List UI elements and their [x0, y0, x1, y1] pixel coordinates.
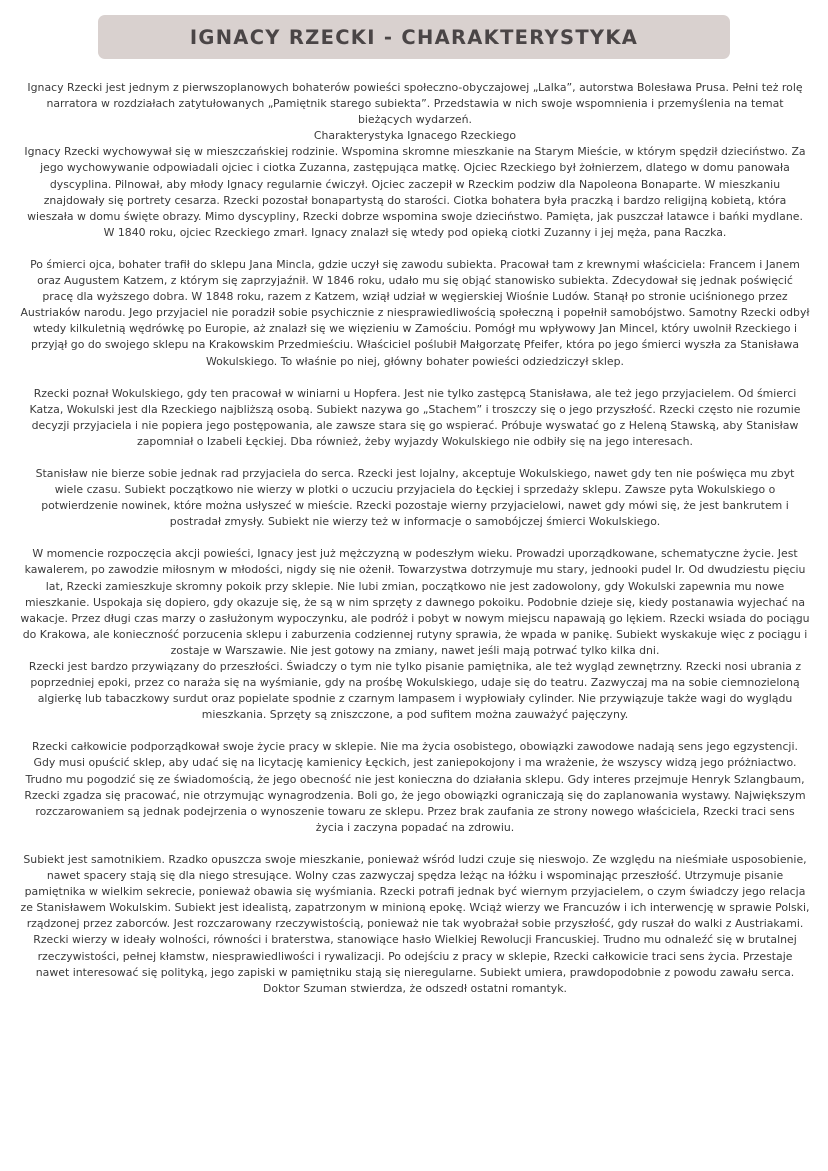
paragraph-personality: Subiekt jest samotnikiem. Rzadko opuszcza swoje mieszkanie, ponieważ wśród ludzi czuje się nieswojo. Ze względu na nieśmiałe usposobienie, nawet spacery stają się dla niego stresujące. Wolny czas zazwyczaj spędza leżąc na łóżku i wspominając przeszłość. Utrzymuje pisanie pamiętnika w wielkim sekrecie, ponieważ obawia się wyśmiania. Rzecki potrafi jednak być wiernym przyjacielem, o czym świadczy jego relacja ze Stanisławem Wokulskim. Subiekt jest idealistą, zapatrzonym w minioną epokę. Wciąż wierzy we Francuzów i ich interwencję w sprawie Polski, rządzonej przez zaborców. Jest rozczarowany rzeczywistością, ponieważ nie tak wyobrażał sobie przyszłość, gdy ruszał do walki z Austriakami. Rzecki wierzy w ideały wolności, równości i braterstwa, stanowiące hasło Wielkiej Rewolucji Francuskiej. Trudno mu odnaleźć się w brutalnej rzeczywistości, pełnej kłamstw, niesprawiedliwości i rywalizacji. Po odejściu z pracy w sklepie, Rzecki całkowicie traci sens życia. Przestaje nawet interesować się polityką, jego zapiski w pamiętniku stają się nieregularne. Subiekt umiera, prawdopodobnie z powodu zawału serca. Doktor Szuman stwierdza, że odszedł ostatni romantyk.	[20, 852, 810, 995]
intro-paragraph: Ignacy Rzecki jest jednym z pierwszoplanowych bohaterów powieści społeczno-obyczajowej „Lalka”, autorstwa Bolesława Prusa. Pełni też rolę narratora w rozdziałach zatytułowanych „Pamiętnik starego subiekta”. Przedstawia w nich swoje wspomnienia i przemyślenia na temat bieżących wydarzeń.	[27, 81, 803, 127]
section-heading: Charakterystyka Ignacego Rzeckiego	[313, 129, 517, 143]
paragraph-appearance: Rzecki jest bardzo przywiązany do przeszłości. Świadczy o tym nie tylko pisanie pamiętnika, ale też wygląd zewnętrzny. Rzecki nosi ubrania z poprzedniej epoki, przez co naraża się na wyśmianie, gdy na prośbę Wokulskiego, udaje się do teatru. Zazwyczaj ma na sobie ciemnozieloną algierkę lub tabaczkowy surdut oraz popielate spodnie z czarnym lampasem i wypłowiały cylinder. Nie przywiązuje także wagi do wyglądu mieszkania. Sprzęty są zniszczone, a pod sufitem można zauważyć pajęczyny.	[28, 660, 802, 722]
page-title: IGNACY RZECKI - CHARAKTERYSTYKA	[189, 25, 639, 49]
title-banner	[98, 15, 730, 59]
paragraph-work: Rzecki całkowicie podporządkował swoje życie pracy w sklepie. Nie ma życia osobistego, obowiązki zawodowe nadają sens jego egzystencji. Gdy musi opuścić sklep, aby udać się na licytację kamienicy Łęckich, jest zaniepokojony i ma wrażenie, że wszyscy widzą jego próżniactwo. Trudno mu pogodzić się ze świadomością, że jego obecność nie jest konieczna do działania sklepu. Gdy interes przejmuje Henryk Szlangbaum, Rzecki zgadza się pracować, nie otrzymując wynagrodzenia. Boli go, że jego obowiązki ograniczają się do zaplanowania wystawy. Największym rozczarowaniem są jednak podejrzenia o wynoszenie towaru ze sklepu. Przez brak zaufania ze strony nowego właściciela, Rzecki traci sens życia i zaczyna popadać na zdrowiu.	[24, 740, 806, 834]
paragraph-childhood: Ignacy Rzecki wychowywał się w mieszczańskiej rodzinie. Wspomina skromne mieszkanie na Starym Mieście, w którym spędził dzieciństwo. Za jego wychowywanie odpowiadali ojciec i ciotka Zuzanna, zastępująca matkę. Ojciec Rzeckiego był żołnierzem, dlatego w domu panowała dyscyplina. Pilnował, aby młody Ignacy regularnie ćwiczył. Ojciec zaczepił w Rzeckim podziw dla Napoleona Bonaparte. W mieszkaniu znajdowały się portrety cesarza. Rzecki pozostał bonapartystą do starości. Ciotka bohatera była praczką i bardzo religijną kobietą, która wieszała w domu święte obrazy. Mimo dyscypliny, Rzecki dobrze wspomina swoje dzieciństwo. Pamięta, jak puszczał latawce i bańki mydlane. W 1840 roku, ojciec Rzeckiego zmarł. Ignacy znalazł się wtedy pod opieką ciotki Zuzanny i jej męża, pana Raczka.	[24, 145, 806, 239]
paragraph-loyalty: Stanisław nie bierze sobie jednak rad przyjaciela do serca. Rzecki jest lojalny, akceptuje Wokulskiego, nawet gdy ten nie poświęca mu zbyt wiele czasu. Subiekt początkowo nie wierzy w plotki o uczuciu przyjaciela do Łęckiej i sprzedaży sklepu. Zawsze pyta Wokulskiego o potwierdzenie nowinek, które można usłyszeć w mieście. Rzecki pozostaje wierny przyjacielowi, nawet gdy mówi się, że jest bankrutem i postradał zmysły. Subiekt nie wierzy też w informacje o samobójczej śmierci Wokulskiego.	[35, 466, 795, 529]
paragraph-career: Po śmierci ojca, bohater trafił do sklepu Jana Mincla, gdzie uczył się zawodu subiekta. Pracował tam z krewnymi właściciela: Francem i Janem oraz Augustem Katzem, z którym się zaprzyjaźnił. W 1846 roku, udało mu się objąć stanowisko subiekta. Zdecydował się jednak poświęcić pracę dla wyższego dobra. W 1848 roku, razem z Katzem, wziął udział w węgierskiej Wiośnie Ludów. Stanął po stronie uciśnionego przez Austriaków narodu. Jego przyjaciel nie poradził sobie psychicznie z niesprawiedliwością społeczną i popełnił samobójstwo. Samotny Rzecki odbył wtedy kilkuletnią wędrówkę po Europie, aż znalazł się we więzieniu w Zamościu. Pomógł mu wpływowy Jan Mincel, który uwolnił Rzeckiego i przyjął go do swojego sklepu na Krakowskim Przedmieściu. Właściciel poślubił Małgorzatę Pfeifer, która po jego śmierci wyszła za Stanisława Wokulskiego. To właśnie po niej, główny bohater powieści odziedziczył sklep.	[20, 257, 810, 368]
paragraph-lifestyle: W momencie rozpoczęcia akcji powieści, Ignacy jest już mężczyzną w podeszłym wieku. Prowadzi uporządkowane, schematyczne życie. Jest kawalerem, po zawodzie miłosnym w młodości, nigdy się nie ożenił. Towarzystwa dotrzymuje mu stary, jednooki pudel Ir. Od dwudziestu pięciu lat, Rzecki zamieszkuje skromny pokoik przy sklepie. Nie lubi zmian, początkowo nie jest zadowolony, gdy Wokulski zapewnia mu nowe mieszkanie. Uspokaja się dopiero, gdy okazuje się, że są w nim sprzęty z dawnego pokoiku. Podobnie dzieje się, kiedy postanawia wyjechać na wakacje. Przez długi czas marzy o zasłużonym wypoczynku, ale podróż i pobyt w nowym miejscu napawają go lękiem. Rzecki wsiada do pociągu do Krakowa, ale konieczność porzucenia sklepu i zaburzenia codziennej rutyny sprawia, że wpada w panikę. Subiekt wyskakuje więc z pociągu i zostaje w Warszawie. Nie jest gotowy na zmiany, nawet jeśli mają potrwać tylko kilka dni.	[20, 547, 810, 657]
paragraph-friendship: Rzecki poznał Wokulskiego, gdy ten pracował w winiarni u Hopfera. Jest nie tylko zastępcą Stanisława, ale też jego przyjacielem. Od śmierci Katza, Wokulski jest dla Rzeckiego najbliższą osobą. Subiekt nazywa go „Stachem” i troszczy się o jego przyszłość. Rzecki często nie rozumie decyzji przyjaciela i nie popiera jego postępowania, ale zawsze stara się go wspierać. Próbuje wyswatać go z Heleną Stawską, aby Stanisław zapomniał o Izabeli Łęckiej. Dba również, żeby wyjazdy Wokulskiego nie odbiły się na jego interesach.	[29, 386, 801, 448]
document-body	[20, 80, 810, 997]
